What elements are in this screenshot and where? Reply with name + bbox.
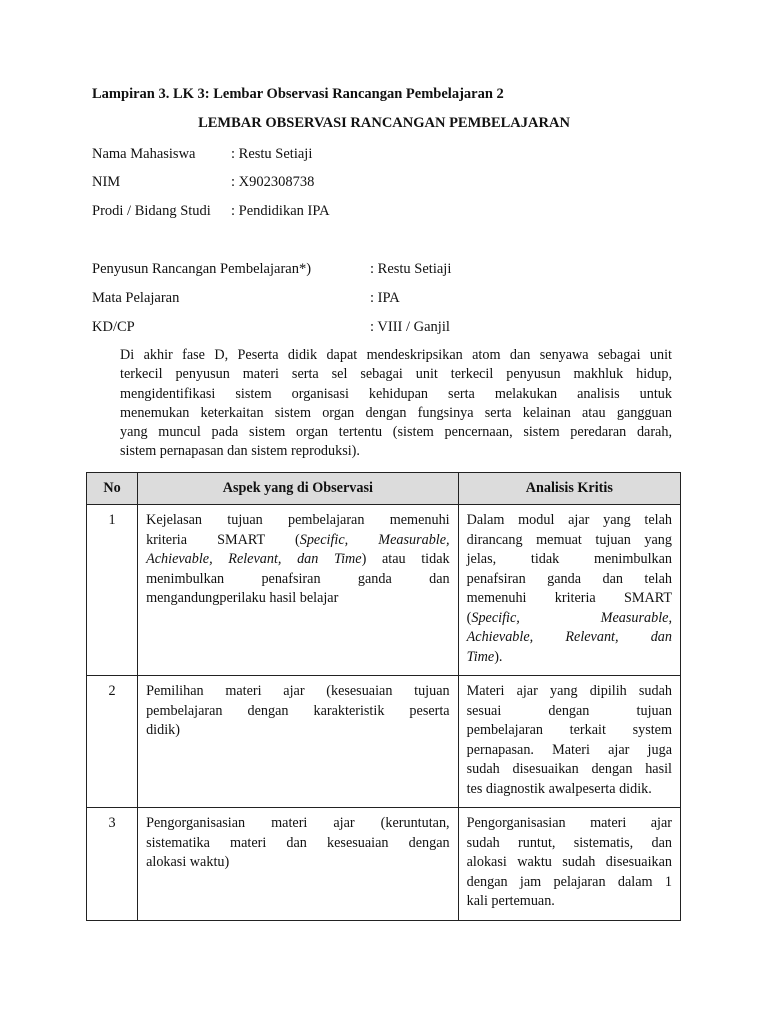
author-label: Penyusun Rancangan Pembelajaran*) <box>92 261 312 277</box>
cp-line: sistem pernapasan dan sistem reproduksi). <box>120 443 360 460</box>
analysis-line: kali pertemuan. <box>466 893 555 909</box>
analysis-cell <box>458 505 680 676</box>
analysis-line: pembelajaran terkait system <box>466 722 672 738</box>
table-row <box>87 808 681 921</box>
aspect-line: pembelajaran dengan karakteristik peserta <box>146 702 450 719</box>
page-title: LEMBAR OBSERVASI RANCANGAN PEMBELAJARAN <box>198 115 570 131</box>
aspect-line: Achievable, Relevant, dan Time) atau tidak <box>146 551 450 567</box>
subject-value: : IPA <box>370 290 400 306</box>
cp-paragraph <box>120 346 672 462</box>
cp-line: Di akhir fase D, Peserta didik dapat mendeskripsikan atom dan senyawa sebagai unit <box>120 347 672 363</box>
analysis-line: (Specific, Measurable, <box>466 609 672 626</box>
analysis-line: Time). <box>466 648 503 665</box>
analysis-line: Materi ajar yang dipilih sudah <box>466 683 672 699</box>
aspect-cell <box>138 505 459 676</box>
aspect-line: alokasi waktu) <box>146 854 230 870</box>
row-number: 1 <box>87 505 138 676</box>
aspect-line: sistematika materi dan kesesuaian dengan <box>146 834 450 851</box>
nim-value: : X902308738 <box>231 174 315 190</box>
aspect-line: Pengorganisasian materi ajar (keruntutan, <box>146 815 450 831</box>
header-no: No <box>87 473 138 505</box>
header-aspect: Aspek yang di Observasi <box>138 473 459 505</box>
table-row <box>87 505 681 676</box>
row-number: 3 <box>87 808 138 921</box>
kd-label: KD/CP <box>92 319 135 335</box>
analysis-cell <box>458 808 680 921</box>
analysis-line: Achievable, Relevant, dan <box>466 629 672 645</box>
analysis-line: pernapasan. Materi ajar juga <box>466 741 672 758</box>
aspect-line: menimbulkan penafsiran ganda dan <box>146 570 450 587</box>
analysis-line: sudah runtut, sistematis, dan <box>466 834 672 851</box>
appendix-title: Lampiran 3. LK 3: Lembar Observasi Rancangan Pembelajaran 2 <box>92 86 504 102</box>
student-name-value: : Restu Setiaji <box>231 146 313 162</box>
analysis-line: penafsiran ganda dan telah <box>466 570 672 587</box>
cp-line: mengidentifikasi sistem organisasi kehidupan serta melakukan analisis untuk <box>120 385 672 402</box>
analysis-cell <box>458 676 680 808</box>
aspect-line: didik) <box>146 722 180 738</box>
aspect-cell <box>138 808 459 921</box>
author-value: : Restu Setiaji <box>370 261 452 277</box>
analysis-line: memenuhi kriteria SMART <box>466 590 672 606</box>
analysis-line: sesuai dengan tujuan <box>466 702 672 719</box>
student-name-label: Nama Mahasiswa <box>92 146 196 162</box>
aspect-line: kriteria SMART (Specific, Measurable, <box>146 531 450 548</box>
header-analysis: Analisis Kritis <box>458 473 680 505</box>
cp-line: yang muncul pada sistem organ tertentu (sistem pencernaan, sistem peredaran darah, <box>120 424 672 441</box>
analysis-line: Pengorganisasian materi ajar <box>466 815 672 831</box>
row-number: 2 <box>87 676 138 808</box>
analysis-line: alokasi waktu sudah disesuaikan <box>466 854 672 870</box>
cp-line: menemukan keterkaitan sistem organ dengan fungsinya serta kelainan atau gangguan <box>120 404 672 421</box>
analysis-line: sudah disesuaikan dengan hasil <box>466 761 672 777</box>
cp-line: terkecil penyusun materi serta sel sebagai unit terkecil penyusun makhluk hidup, <box>120 366 672 383</box>
table-header-row <box>87 473 681 505</box>
subject-label: Mata Pelajaran <box>92 290 180 306</box>
prodi-value: : Pendidikan IPA <box>231 203 330 219</box>
observation-table <box>86 472 681 921</box>
analysis-line: Dalam modul ajar yang telah <box>466 512 672 528</box>
aspect-line: Kejelasan tujuan pembelajaran memenuhi <box>146 512 450 528</box>
nim-label: NIM <box>92 174 121 190</box>
prodi-label: Prodi / Bidang Studi <box>92 203 211 219</box>
aspect-line: mengandungperilaku hasil belajar <box>146 590 339 606</box>
analysis-line: dirancang memuat tujuan yang <box>466 531 672 548</box>
table-row <box>87 676 681 808</box>
analysis-line: jelas, tidak menimbulkan <box>466 551 672 567</box>
analysis-line: dengan jam pelajaran dalam 1 <box>466 873 672 890</box>
analysis-line: tes diagnostik awalpeserta didik. <box>466 780 652 797</box>
aspect-line: Pemilihan materi ajar (kesesuaian tujuan <box>146 683 450 699</box>
kd-value: : VIII / Ganjil <box>370 319 450 335</box>
aspect-cell <box>138 676 459 808</box>
